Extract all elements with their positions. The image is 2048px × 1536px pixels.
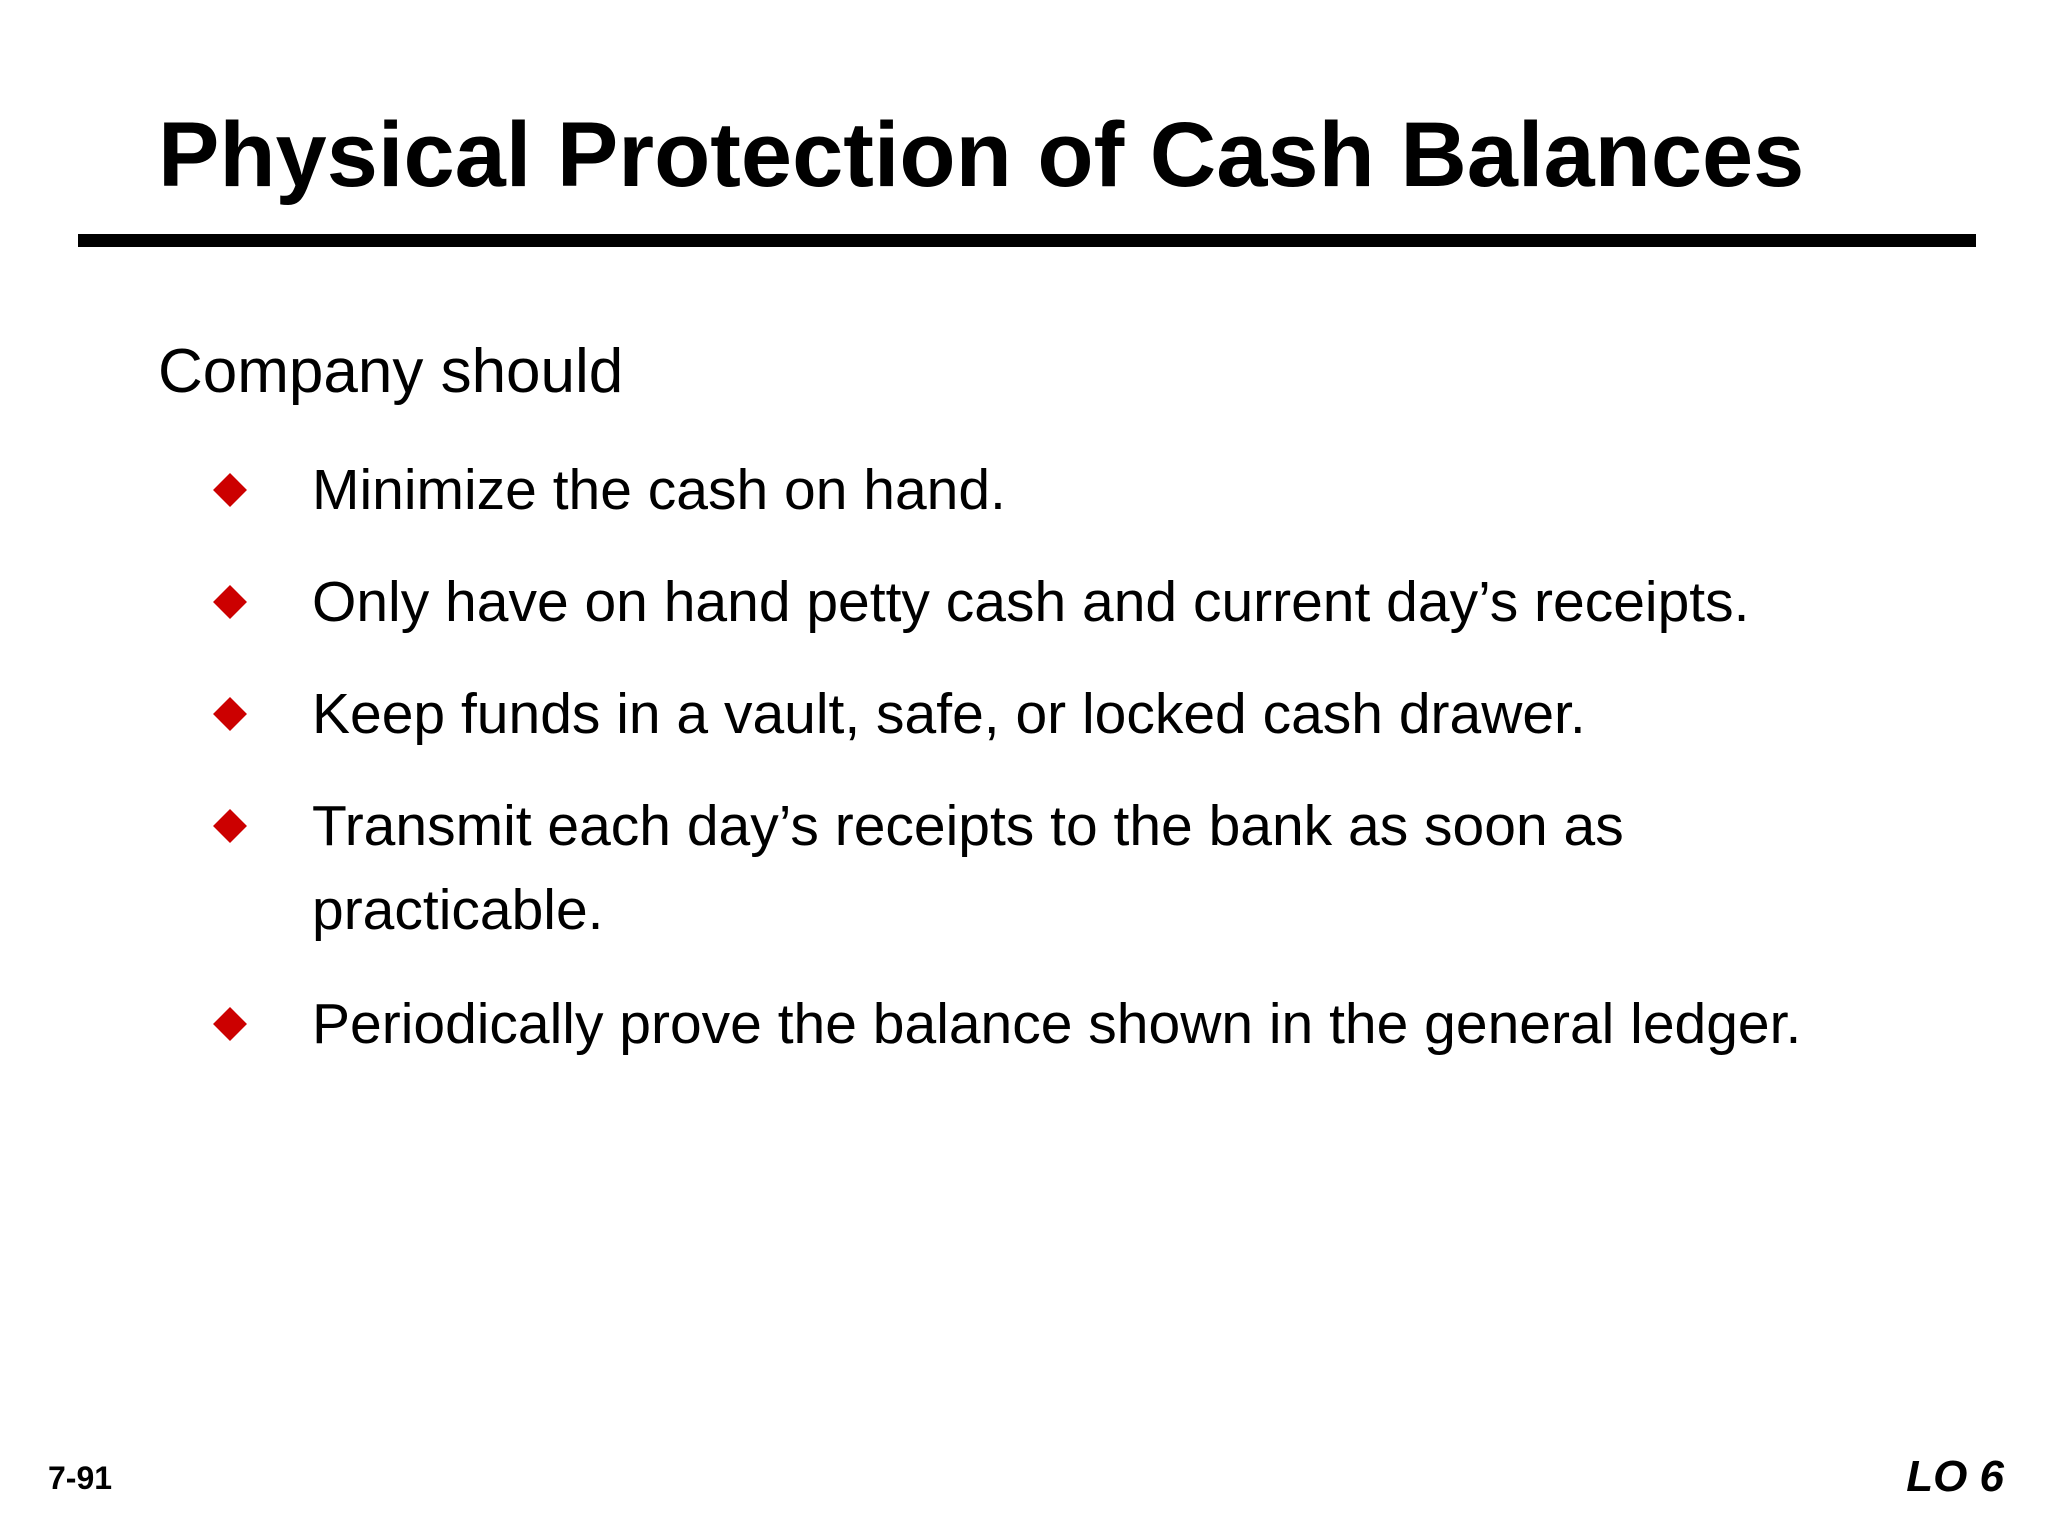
diamond-bullet-icon [213, 697, 247, 731]
title-divider [78, 234, 1976, 247]
bullet-text: Periodically prove the balance shown in the general ledger. [312, 992, 1802, 1056]
slide-title: Physical Protection of Cash Balances [158, 104, 1805, 206]
bullet-text: Keep funds in a vault, safe, or locked cash drawer. [312, 682, 1586, 746]
bullet-text: Only have on hand petty cash and current day’s receipts. [312, 570, 1750, 634]
diamond-bullet-icon [213, 473, 247, 507]
diamond-bullet-icon [213, 809, 247, 843]
bullet-text: Minimize the cash on hand. [312, 458, 1006, 522]
bullet-text: Transmit each day’s receipts to the bank as soon as practicable. [312, 794, 1624, 942]
diamond-bullet-icon [213, 585, 247, 619]
intro-text: Company should [158, 337, 624, 406]
learning-objective-label: LO 6 [1906, 1452, 2004, 1501]
slide-number: 7-91 [48, 1460, 113, 1496]
diamond-bullet-icon [213, 1007, 247, 1041]
